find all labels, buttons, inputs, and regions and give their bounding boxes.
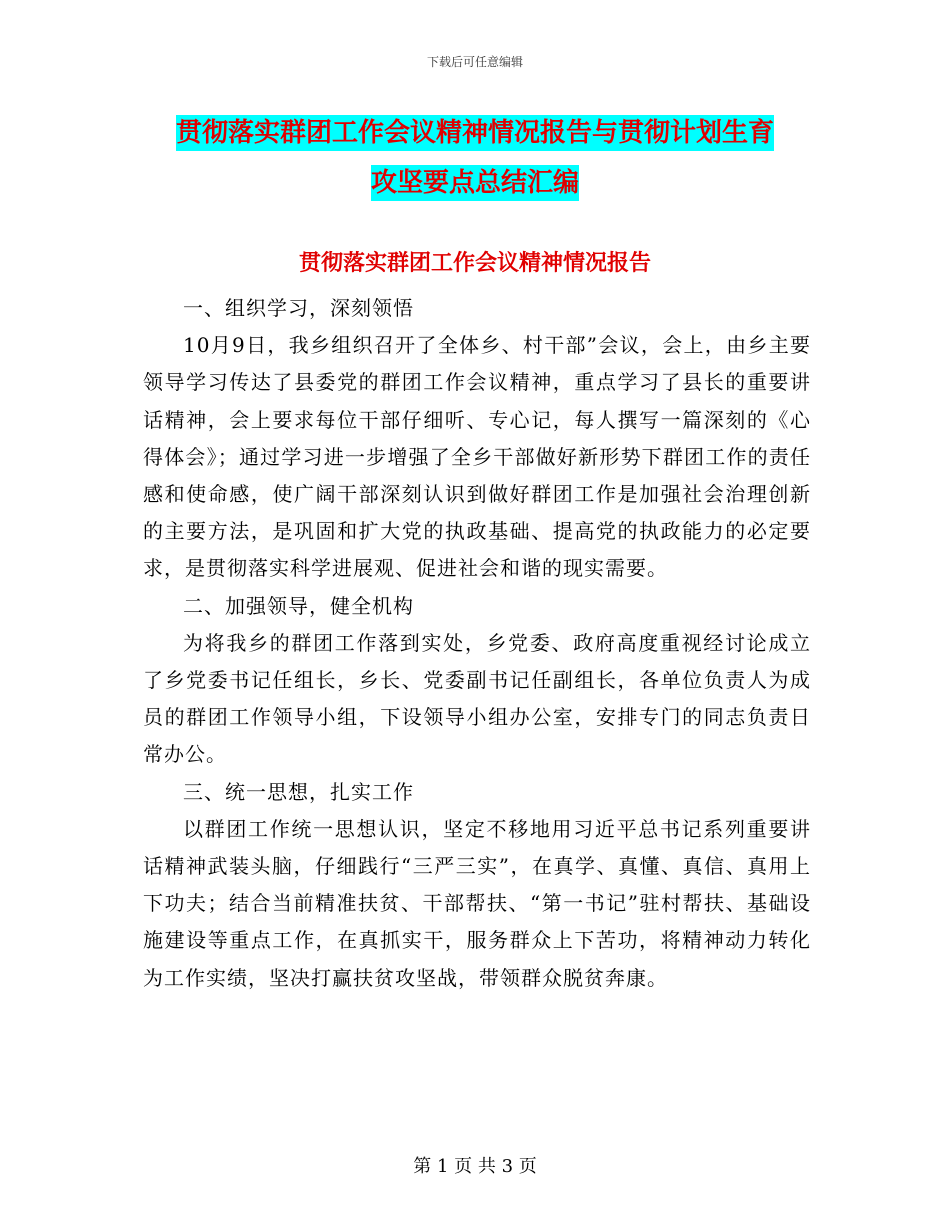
document-title-line-2: 攻坚要点总结汇编 [371,165,579,201]
document-body [143,290,811,997]
paragraph-meeting: 10月9日，我乡组织召开了全体乡、村干部”会议，会上，由乡主要领导学习传达了县委党的群团工作会议精神，重点学习了县长的重要讲话精神，会上要求每位干部仔细听、专心记，每人撰写一篇深刻的《心得体会》；通过学习进一步增强了全乡干部做好新形势下群团工作的责任感和使命感，使广阔干部深刻认识到做好群团工作是加强社会治理创新的主要方法，是巩固和扩大党的执政基础、提高党的执政能力的必定要求，是贯彻落实科学进展观、促进社会和谐的现实需要。 [143,333,811,581]
header-note: 下载后可任意编辑 [426,55,523,69]
document-title [140,108,810,208]
paragraph-work: 以群团工作统一思想认识，坚定不移地用习近平总书记系列重要讲话精神武装头脑，仔细践行“三严三实”，在真学、真懂、真信、真用上下功夫；结合当前精准扶贫、干部帮扶、“第一书记”驻村帮扶、基础设施建设等重点工作，在真抓实干，服务群众上下苦功，将精神动力转化为工作实绩，坚决打赢扶贫攻坚战，带领群众脱贫奔康。 [143,816,811,990]
section-title: 贯彻落实群团工作会议精神情况报告 [298,251,651,276]
page-footer: 第 1 页 共 3 页 [413,1156,537,1177]
heading-strengthen-leadership: 二、加强领导，健全机构 [183,593,414,618]
paragraph-leadership-group: 为将我乡的群团工作落到实处，乡党委、政府高度重视经讨论成立了乡党委书记任组长，乡长、党委副书记任副组长，各单位负责人为成员的群团工作领导小组，下设领导小组办公室，安排专门的同志负责日常办公。 [143,630,811,767]
document-title-line-1: 贯彻落实群团工作会议精神情况报告与贯彻计划生育 [176,115,774,151]
heading-unify-thinking: 三、统一思想，扎实工作 [183,779,414,804]
heading-organize-study: 一、组织学习，深刻领悟 [183,296,414,320]
